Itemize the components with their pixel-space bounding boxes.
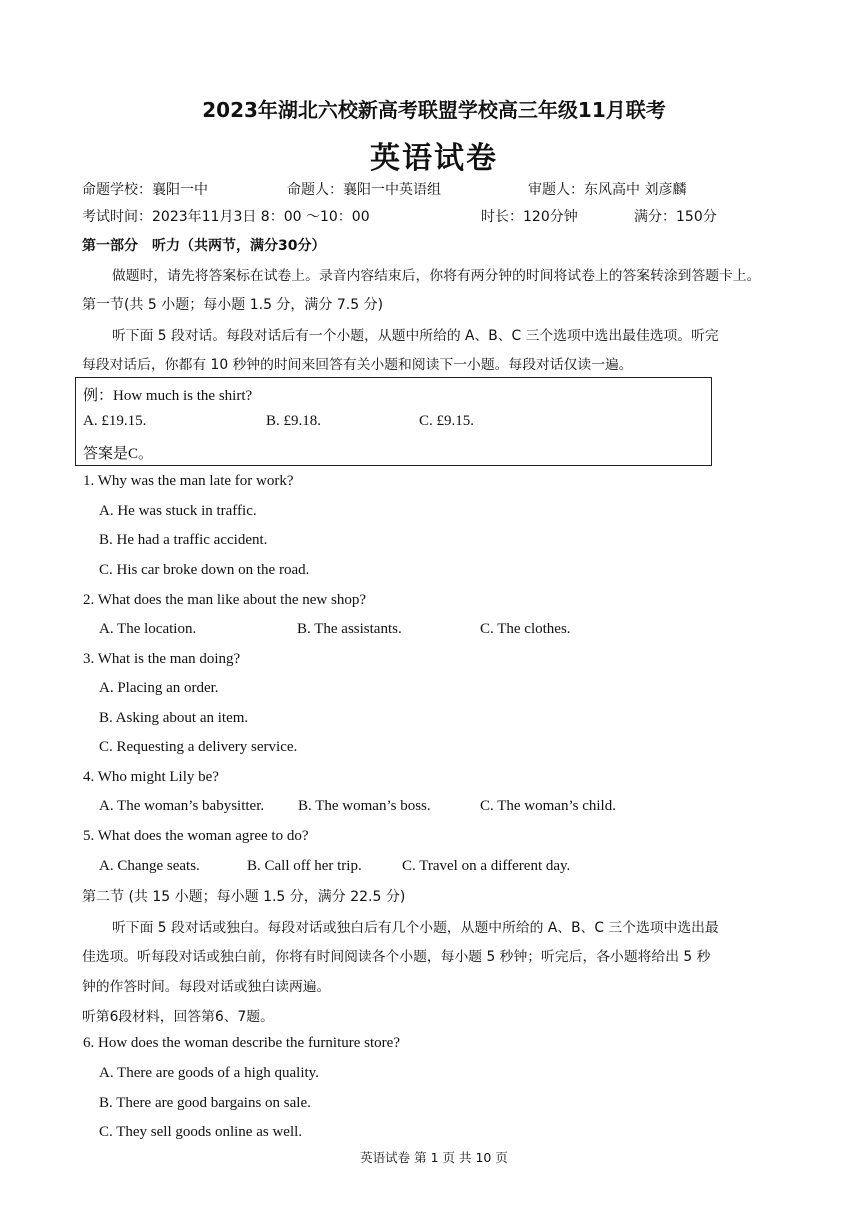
section2-instruction-line3: 钟的作答时间。每段对话或独白读两遍。	[82, 979, 331, 995]
meta-setter: 命题人：襄阳一中英语组	[287, 182, 441, 198]
question-5: 5. What does the woman agree to do?	[83, 828, 309, 844]
exam-subject-title: 英语试卷	[370, 141, 498, 176]
question-1-option-c: C. His car broke down on the road.	[99, 562, 310, 578]
question-3-option-c: C. Requesting a delivery service.	[99, 739, 298, 755]
material-note: 听第6段材料，回答第6、7题。	[82, 1009, 274, 1025]
example-option-b: B. £9.18.	[266, 413, 322, 429]
question-4-option-c: C. The woman’s child.	[480, 798, 616, 814]
question-4-option-b: B. The woman’s boss.	[298, 798, 431, 814]
section2-instruction-line1: 听下面 5 段对话或独白。每段对话或独白后有几个小题，从题中所给的 A、B、C 三个选项中选出最	[112, 920, 719, 936]
question-5-option-a: A. Change seats.	[99, 858, 200, 874]
example-option-a: A. £19.15.	[83, 413, 147, 429]
question-1-option-b: B. He had a traffic accident.	[99, 532, 268, 548]
meta-full-score: 满分：150分	[634, 209, 717, 225]
meta-school: 命题学校：襄阳一中	[82, 182, 208, 198]
question-5-option-c: C. Travel on a different day.	[402, 858, 571, 874]
question-2: 2. What does the man like about the new shop?	[83, 592, 366, 608]
question-6-option-b: B. There are good bargains on sale.	[99, 1095, 311, 1111]
example-answer: 答案是C。	[83, 446, 154, 462]
question-1: 1. Why was the man late for work?	[83, 473, 294, 489]
section2-heading: 第二节 (共 15 小题；每小题 1.5 分，满分 22.5 分)	[82, 889, 406, 905]
question-6: 6. How does the woman describe the furniture store?	[83, 1035, 400, 1051]
meta-duration: 时长：120分钟	[481, 209, 578, 225]
section1-instruction-line1: 听下面 5 段对话。每段对话后有一个小题，从题中所给的 A、B、C 三个选项中选出最佳选项。听完	[112, 328, 719, 344]
part1-instruction: 做题时，请先将答案标在试卷上。录音内容结束后，你将有两分钟的时间将试卷上的答案转涂到答题卡上。	[112, 268, 761, 284]
meta-exam-time: 考试时间：2023年11月3日 8：00 ～10：00	[82, 209, 370, 225]
question-2-option-b: B. The assistants.	[297, 621, 402, 637]
question-3: 3. What is the man doing?	[83, 651, 241, 667]
question-5-option-b: B. Call off her trip.	[247, 858, 362, 874]
meta-reviewer: 审题人：东风高中 刘彦麟	[528, 182, 687, 198]
section1-instruction-line2: 每段对话后，你都有 10 秒钟的时间来回答有关小题和阅读下一小题。每段对话仅读一遍。	[82, 357, 633, 373]
example-question: 例：How much is the shirt?	[83, 388, 253, 404]
question-4-option-a: A. The woman’s babysitter.	[99, 798, 265, 814]
section2-instruction-line2: 佳选项。听每段对话或独白前，你将有时间阅读各个小题，每小题 5 秒钟；听完后，各小题将给出 5 秒	[82, 949, 711, 965]
question-1-option-a: A. He was stuck in traffic.	[99, 503, 257, 519]
question-4: 4. Who might Lily be?	[83, 769, 219, 785]
question-3-option-a: A. Placing an order.	[99, 680, 219, 696]
question-2-option-c: C. The clothes.	[480, 621, 571, 637]
section1-heading: 第一节(共 5 小题；每小题 1.5 分，满分 7.5 分)	[82, 297, 384, 313]
question-3-option-b: B. Asking about an item.	[99, 710, 249, 726]
example-option-c: C. £9.15.	[419, 413, 475, 429]
question-2-option-a: A. The location.	[99, 621, 197, 637]
question-6-option-c: C. They sell goods online as well.	[99, 1124, 303, 1140]
exam-title: 2023年湖北六校新高考联盟学校高三年级11月联考	[202, 98, 666, 122]
part1-heading: 第一部分 听力（共两节，满分30分）	[82, 238, 326, 254]
question-6-option-a: A. There are goods of a high quality.	[99, 1065, 319, 1081]
page-footer: 英语试卷 第 1 页 共 10 页	[360, 1150, 508, 1165]
